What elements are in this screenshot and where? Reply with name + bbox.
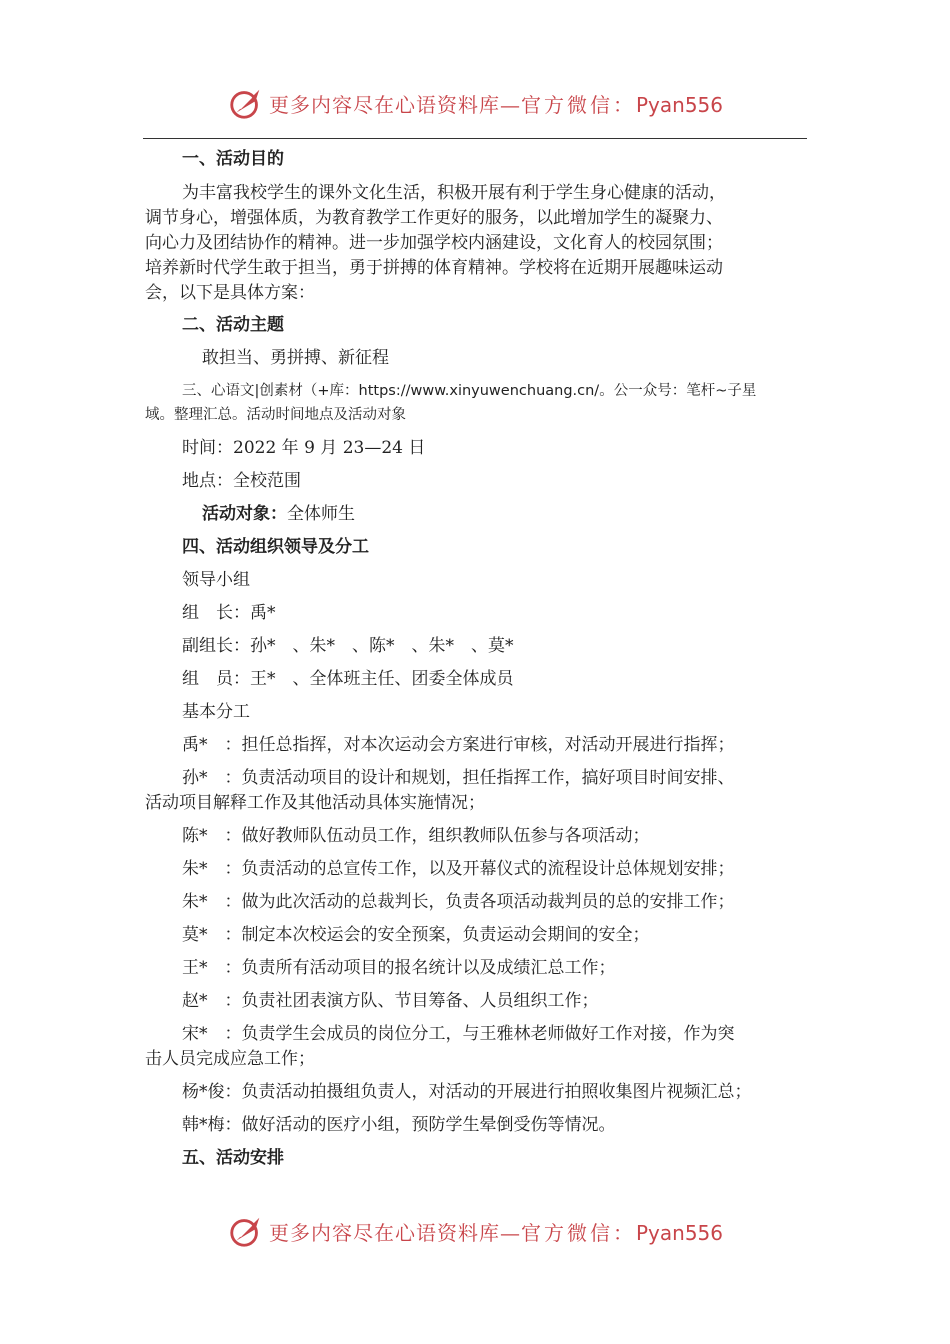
paragraph-line: 培养新时代学生敢于担当，勇于拼搏的体育精神。学校将在近期开展趣味运动 bbox=[145, 258, 723, 278]
vice-leader-line: 副组长：孙* 、朱* 、陈* 、朱* 、莫* bbox=[182, 636, 514, 656]
time-line: 时间：2022 年 9 月 23—24 日 bbox=[182, 438, 426, 458]
paragraph-line: 调节身心，增强体质，为教育教学工作更好的服务，以此增加学生的凝聚力、 bbox=[145, 208, 723, 228]
section-3-title-cont: 域。整理汇总。活动时间地点及活动对象 bbox=[145, 407, 406, 423]
duty-line: 陈* ：做好教师队伍动员工作，组织教师队伍参与各项活动； bbox=[182, 826, 650, 846]
banner-text: 更多内容尽在心语资料库—官方微信：Pyan556 bbox=[268, 1220, 723, 1245]
duty-line: 朱* ：负责活动的总宣传工作，以及开幕仪式的流程设计总体规划安排； bbox=[182, 859, 735, 879]
section-2-title: 二、活动主题 bbox=[182, 315, 284, 335]
footer-banner bbox=[0, 1206, 950, 1256]
duty-line: 韩*梅：做好活动的医疗小组，预防学生晕倒受伤等情况。 bbox=[182, 1115, 616, 1135]
paragraph-line: 向心力及团结协作的精神。进一步加强学校内涵建设，文化育人的校园氛围； bbox=[145, 233, 723, 253]
duty-line: 王* ：负责所有活动项目的报名统计以及成绩汇总工作； bbox=[182, 958, 616, 978]
duty-line: 击人员完成应急工作； bbox=[145, 1049, 315, 1069]
target-line bbox=[202, 504, 867, 524]
members-line: 组 员：王* 、全体班主任、团委全体成员 bbox=[182, 669, 514, 689]
banner-text: 更多内容尽在心语资料库—官方微信：Pyan556 bbox=[268, 92, 723, 117]
quill-logo-icon bbox=[227, 84, 265, 122]
quill-logo-icon bbox=[227, 1212, 265, 1250]
duty-line: 朱* ：做为此次活动的总裁判长，负责各项活动裁判员的总的安排工作； bbox=[182, 892, 735, 912]
header-banner bbox=[0, 78, 950, 128]
section-5-title: 五、活动安排 bbox=[182, 1148, 284, 1168]
section-3-title: 三、心语文|创素材（+库：https://www.xinyuwenchuang.cn/。公一众号：笔杆~子星 bbox=[182, 383, 757, 399]
theme-text: 敢担当、勇拼搏、新征程 bbox=[202, 348, 389, 368]
target-label: 活动对象： bbox=[202, 504, 287, 524]
place-line: 地点：全校范围 bbox=[182, 471, 301, 491]
duty-line: 活动项目解释工作及其他活动具体实施情况； bbox=[145, 793, 485, 813]
header-divider bbox=[143, 138, 807, 139]
duty-line: 杨*俊：负责活动拍摄组负责人，对活动的开展进行拍照收集图片视频汇总； bbox=[182, 1082, 752, 1102]
leader-line: 组 长：禹* bbox=[182, 603, 276, 623]
duty-line: 赵* ：负责社团表演方队、节目筹备、人员组织工作； bbox=[182, 991, 599, 1011]
section-4-title: 四、活动组织领导及分工 bbox=[182, 537, 369, 557]
target-value: 全体师生 bbox=[287, 504, 355, 524]
duty-line: 宋* ：负责学生会成员的岗位分工，与王雅林老师做好工作对接，作为突 bbox=[182, 1024, 735, 1044]
duty-line: 孙* ：负责活动项目的设计和规划，担任指挥工作，搞好项目时间安排、 bbox=[182, 768, 735, 788]
paragraph-line: 为丰富我校学生的课外文化生活，积极开展有利于学生身心健康的活动， bbox=[182, 183, 726, 203]
duty-line: 禹* ：担任总指挥，对本次运动会方案进行审核，对活动开展进行指挥； bbox=[182, 735, 735, 755]
section-1-title: 一、活动目的 bbox=[182, 149, 284, 169]
duty-line: 莫* ：制定本次校运会的安全预案，负责运动会期间的安全； bbox=[182, 925, 650, 945]
leader-group-label: 领导小组 bbox=[182, 570, 250, 590]
basic-division-label: 基本分工 bbox=[182, 702, 250, 722]
paragraph-line: 会，以下是具体方案： bbox=[145, 283, 315, 303]
